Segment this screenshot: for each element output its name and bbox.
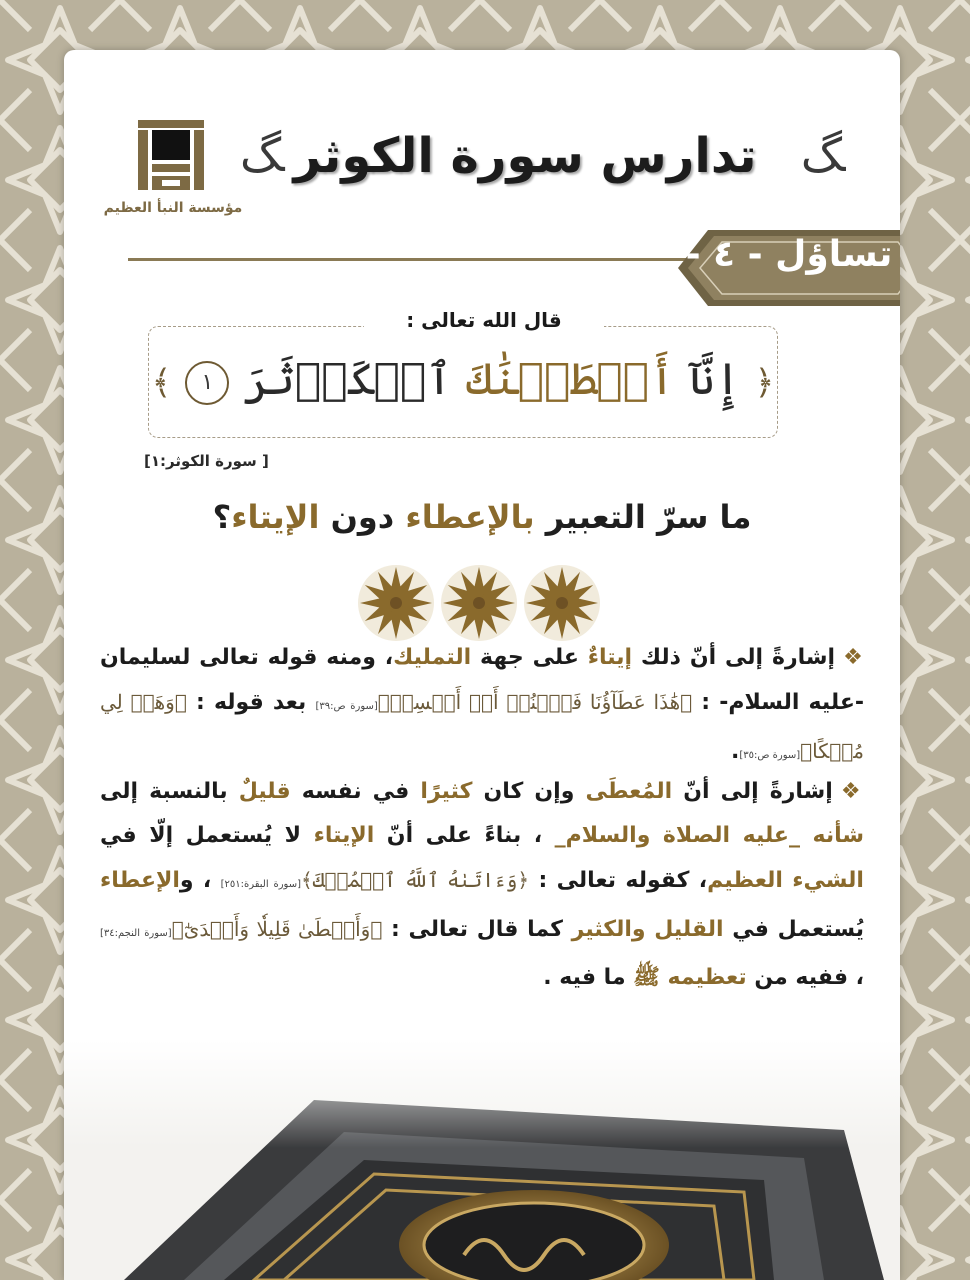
bullet-icon: ❖ (840, 779, 864, 804)
verse-intro: قال الله تعالى : (364, 308, 604, 332)
verse-word-1: إِنَّآ (688, 354, 741, 405)
p2-highlight-1: المُعطَى (585, 779, 673, 804)
verse-close-bracket: ﴾ (151, 363, 172, 403)
p2-text-2: وإن كان (472, 779, 586, 804)
verse-word-2: أَعۡطَيۡنَٰكَ (466, 354, 675, 405)
bullet-icon: ❖ (843, 645, 865, 670)
p2-highlight-3: قليلٌ (238, 779, 291, 804)
p2-text-1: إشارةً إلى أنّ (672, 779, 833, 804)
main-question (164, 498, 800, 536)
p1-quran-quote-1: ﴿هَٰذَا عَطَآؤُنَا فَٱمۡنُنۡ أَوۡ أَمۡسِكۡ﴾ (377, 690, 693, 714)
p2-text-9: يُستعمل في (723, 917, 865, 942)
question-highlight-1: بالإعطاء (405, 498, 535, 536)
answer-paragraph-2 (100, 770, 864, 1000)
rosette-3 (524, 565, 600, 641)
verse-word-3: ٱلۡكَوۡثَرَ (243, 354, 453, 405)
p2-text-3: في نفسه (290, 779, 421, 804)
p2-text-12: ما فيه . (543, 965, 634, 990)
p2-highlight-7: الإعطاء (100, 868, 180, 893)
p2-highlight-9: تعظيمه (667, 965, 747, 990)
p2-quran-quote-1: ﴿وَءَاتَىٰهُ ٱللَّهُ ٱلۡمُلۡكَ﴾ (301, 868, 530, 892)
logo-mark-icon (138, 120, 204, 196)
question-badge-label: تساؤل - ٤ - (685, 234, 893, 275)
p2-quran-quote-2: ﴿وَأَعۡطَىٰ قَلِيلٗا وَأَكۡدَىٰٓ﴾ (171, 917, 383, 941)
rosette-1 (358, 565, 434, 641)
p2-highlight-4: شأنه _عليه الصلاة والسلام_ (554, 823, 864, 848)
p2-highlight-6: الشيء العظيم (707, 868, 864, 893)
verse-text (148, 354, 778, 405)
p1-quran-quote-2: ﴿وَهَبۡ لِي مُلۡكًا﴾ (100, 690, 864, 763)
p1-text-5: . (730, 739, 740, 764)
question-highlight-2: الإيتاء (231, 498, 320, 536)
close-quote-ornament: ﮓ (240, 128, 282, 182)
verse-open-bracket: ﴿ (754, 363, 775, 403)
p2-text-11: ، ففيه من (746, 965, 864, 990)
p2-highlight-5: الإيتاء (313, 823, 375, 848)
p2-text-10: كما قال تعالى : (382, 917, 572, 942)
p1-ref-1: [سورة ص:٣٩] (315, 701, 378, 712)
p2-highlight-8: القليل والكثير (571, 917, 724, 942)
p1-text-3: ، ومنه قوله تعالى لسليمان -عليه السلام- : (100, 645, 865, 715)
question-mark: ؟ (212, 498, 232, 536)
question-text-1: ما سرّ التعبير (534, 498, 752, 536)
p1-text-4: بعد قوله : (186, 690, 316, 715)
verse-reference: [ سورة الكوثر:١] (144, 452, 269, 470)
rosette-divider (354, 562, 604, 644)
salawat-symbol: ﷺ (633, 965, 668, 990)
rosette-2 (441, 565, 517, 641)
p2-text-5: ، بناءً على أنّ (374, 823, 555, 848)
p1-highlight-1: إيتاءٌ (587, 645, 633, 670)
p1-ref-2: [سورة ص:٣٥] (739, 750, 801, 761)
p2-text-8: ، و (179, 868, 221, 893)
p1-text-1: إشارةً إلى أنّ ذلك (632, 645, 836, 670)
logo (98, 120, 248, 230)
page-title: تدارس سورة الكوثر (293, 128, 757, 184)
p2-text-6: لا يُستعمل إلّا في (100, 823, 314, 848)
p1-text-2: على جهة (471, 645, 588, 670)
logo-text: مؤسسة النبأ العظيم (103, 200, 243, 216)
content-card (64, 50, 900, 1280)
p2-ref-1: [سورة البقرة:٢٥١] (220, 879, 301, 890)
open-quote-ornament: ﮓ (800, 128, 842, 182)
p2-highlight-2: كثيرًا (420, 779, 473, 804)
p2-ref-2: [سورة النجم:٣٤] (100, 928, 172, 939)
p2-text-4: بالنسبة إلى (100, 779, 239, 804)
answer-paragraph-1 (100, 636, 864, 778)
header-divider (128, 258, 688, 261)
quran-book-illustration (64, 1040, 900, 1280)
question-text-2: دون (319, 498, 406, 536)
p2-text-7: ، كقوله تعالى : (529, 868, 708, 893)
verse-number: ١ (185, 361, 229, 405)
p1-highlight-2: التمليك (393, 645, 472, 670)
